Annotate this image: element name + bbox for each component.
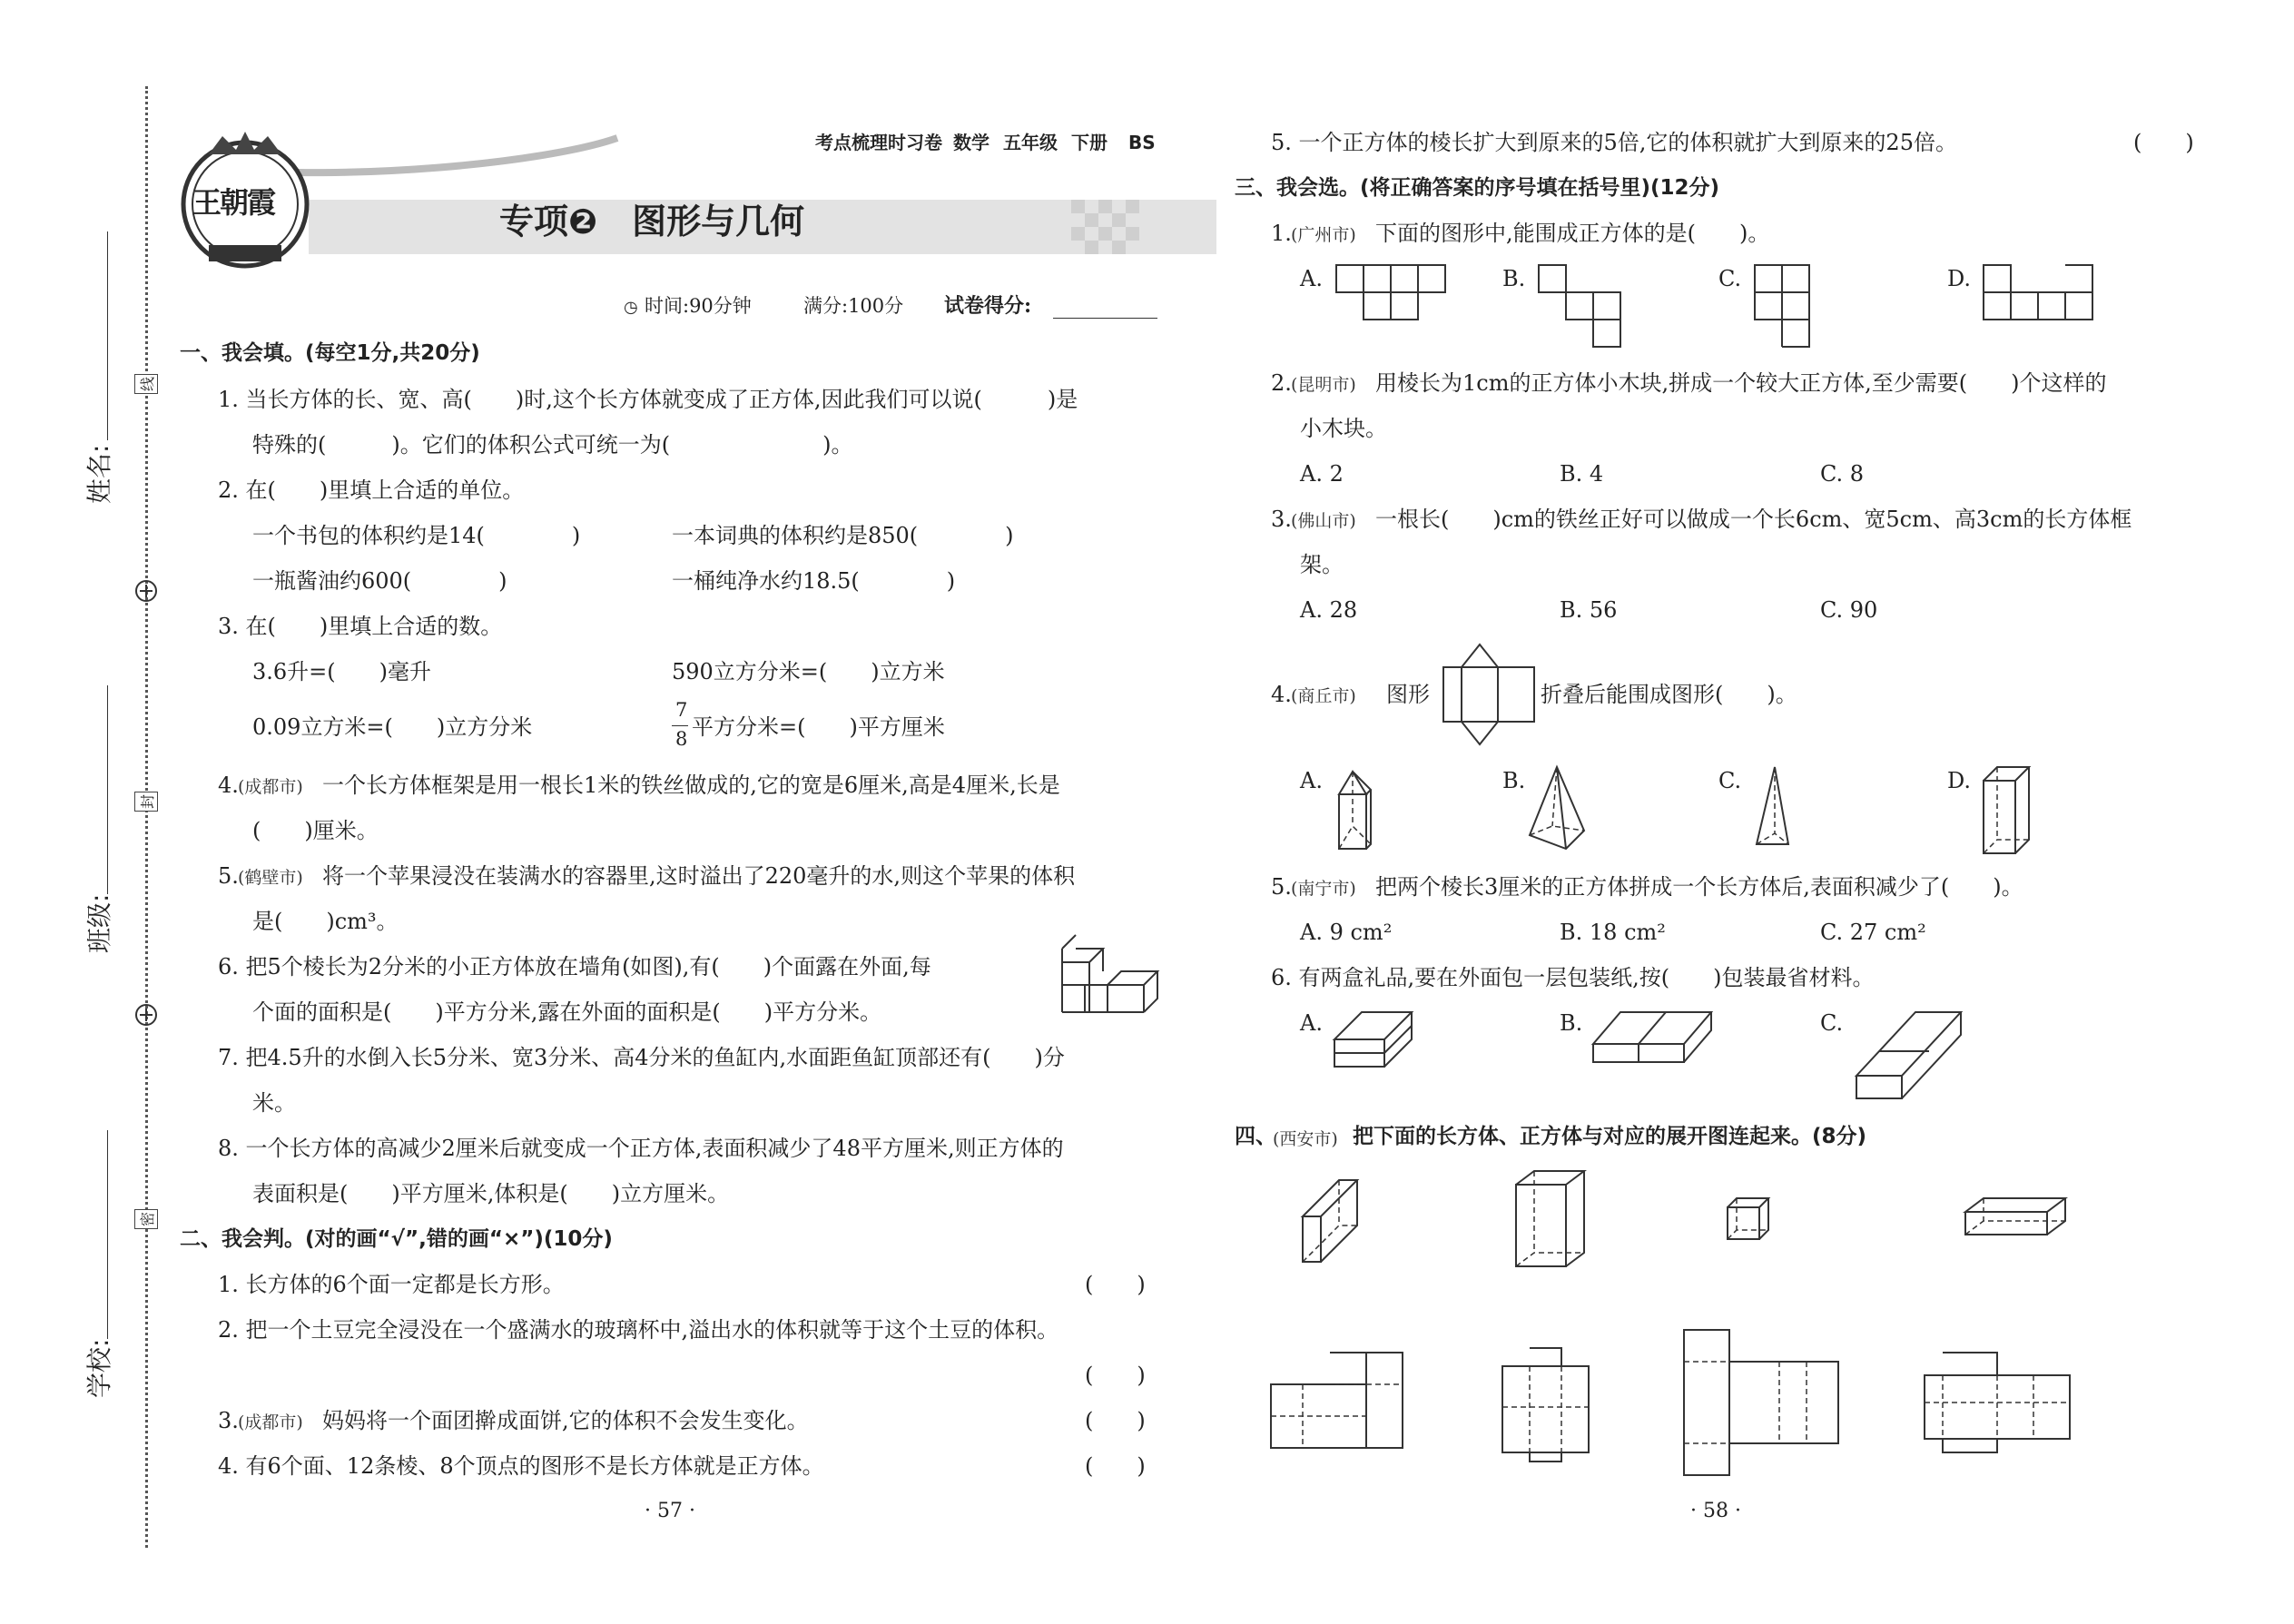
s2-q3-answer[interactable]: ( )	[1085, 1408, 1146, 1433]
fraction-bar	[672, 725, 688, 726]
s3-q4-option-b-pyramid[interactable]	[1525, 763, 1589, 853]
s3-q2-city: (昆明市)	[1291, 375, 1356, 395]
corner-cubes-figure	[1053, 921, 1153, 1021]
s3-q5-city: (南宁市)	[1291, 879, 1356, 899]
s1-q4-number: 4.	[218, 773, 239, 798]
name-underline	[107, 231, 108, 440]
s1-q4-city: (成都市)	[238, 777, 303, 797]
s3-q6: 6. 有两盒礼品,要在外面包一层包装纸,按( )包装最省材料。	[1271, 965, 1875, 990]
s3-q6-option-a-label[interactable]: A.	[1300, 1010, 1323, 1036]
solid-small-cube[interactable]	[1723, 1194, 1777, 1248]
net-2[interactable]	[1498, 1343, 1598, 1462]
s1-q2: 2. 在( )里填上合适的单位。	[218, 477, 525, 503]
s1-q1-line1: 1. 当长方体的长、宽、高( )时,这个长方体就变成了正方体,因此我们可以说( )是	[218, 387, 1078, 412]
s3-q6-option-b-side-boxes[interactable]	[1593, 1008, 1720, 1071]
s1-q2-c: 一瓶酱油约600( )	[252, 568, 507, 594]
s3-q5-number: 5.	[1271, 874, 1292, 900]
exam-score-label: 试卷得分:	[944, 294, 1032, 318]
s3-q1-option-c-net[interactable]	[1755, 265, 1873, 347]
s1-q3: 3. 在( )里填上合适的数。	[218, 614, 503, 639]
binding-dotted-line	[145, 86, 148, 1548]
s3-q4-prism-net	[1443, 640, 1534, 749]
s1-q5-line2: 是( )cm³。	[252, 909, 399, 934]
s3-q1-option-b-net[interactable]	[1539, 265, 1657, 347]
s3-q5-option-b[interactable]: B. 18 cm²	[1560, 920, 1666, 945]
s3-q1-number: 1.	[1271, 221, 1292, 246]
clock-icon: ◷	[624, 298, 638, 317]
s1-q6-line2: 个面的面积是( )平方分米,露在外面的面积是( )平方分米。	[252, 999, 882, 1025]
solid-flat-cuboid[interactable]	[1961, 1194, 2070, 1248]
s3-q3-option-b[interactable]: B. 56	[1560, 597, 1618, 623]
s3-q6-option-c-label[interactable]: C.	[1820, 1010, 1844, 1036]
class-underline	[107, 685, 108, 894]
section4-city: (西安市)	[1273, 1129, 1338, 1149]
s3-q4-city: (商丘市)	[1291, 686, 1356, 706]
class-label: 班级:	[84, 893, 114, 953]
solid-tall-cuboid[interactable]	[1511, 1166, 1593, 1275]
s1-q7-line2: 米。	[252, 1090, 296, 1116]
s3-q2-number: 2.	[1271, 370, 1292, 396]
section4-heading-b: 把下面的长方体、正方体与对应的展开图连起来。(8分)	[1353, 1125, 1867, 1148]
s3-q1: 下面的图形中,能围成正方体的是( )。	[1375, 221, 1770, 246]
s3-q4-number: 4.	[1271, 682, 1292, 707]
page-number-left: · 57 ·	[645, 1500, 695, 1522]
s3-q3-option-a[interactable]: A. 28	[1300, 597, 1358, 623]
scissors-icon	[134, 1003, 158, 1027]
s2-q3-number: 3.	[218, 1408, 239, 1433]
s3-q4-pre: 图形	[1386, 682, 1430, 707]
section1-heading: 一、我会填。(每空1分,共20分)	[180, 341, 480, 365]
s3-q2-line2: 小木块。	[1300, 416, 1387, 441]
s3-q4-option-c-label[interactable]: C.	[1718, 768, 1742, 793]
s1-q7-line1: 7. 把4.5升的水倒入长5分米、宽3分米、高4分米的鱼缸内,水面距鱼缸顶部还有( )分	[218, 1045, 1065, 1070]
s3-q3-option-c[interactable]: C. 90	[1820, 597, 1878, 623]
exam-time: 时间:90分钟	[645, 295, 752, 317]
s3-q5: 把两个棱长3厘米的正方体拼成一个长方体后,表面积减少了( )。	[1375, 874, 2023, 900]
s1-q1-line2: 特殊的( )。它们的体积公式可统一为( )。	[252, 432, 853, 458]
s3-q3-line2: 架。	[1300, 552, 1344, 577]
s1-q3-b: 590立方分米=( )立方米	[672, 659, 945, 684]
s2-q4-answer[interactable]: ( )	[1085, 1453, 1146, 1479]
s1-q2-a: 一个书包的体积约是14( )	[252, 523, 581, 548]
s1-q2-d: 一桶纯净水约18.5( )	[672, 568, 956, 594]
s2-q2: 2. 把一个土豆完全浸没在一个盛满水的玻璃杯中,溢出水的体积就等于这个土豆的体积。	[218, 1317, 1059, 1343]
s2-q3: 妈妈将一个面团擀成面饼,它的体积不会发生变化。	[322, 1408, 809, 1433]
header-volume: 下册	[1071, 132, 1108, 153]
s3-q1-option-b-label[interactable]: B.	[1502, 266, 1526, 291]
s1-q8-line2: 表面积是( )平方厘米,体积是( )立方厘米。	[252, 1181, 730, 1206]
s3-q1-option-a-label[interactable]: A.	[1300, 266, 1323, 291]
s1-q5-line1: 将一个苹果浸没在装满水的容器里,这时溢出了220毫升的水,则这个苹果的体积	[322, 863, 1076, 889]
line-mark: 线	[134, 374, 158, 394]
s3-q4-post: 折叠后能围成图形( )。	[1541, 682, 1797, 707]
s3-q4-option-a-prism[interactable]	[1334, 763, 1389, 853]
net-3[interactable]	[1679, 1325, 1843, 1480]
exam-score-field[interactable]	[1053, 318, 1157, 319]
scissors-icon	[134, 579, 158, 603]
s3-q2-line1: 用棱长为1cm的正方体小木块,拼成一个较大正方体,至少需要( )个这样的	[1375, 370, 2107, 396]
header-series: 考点梳理时习卷	[815, 132, 942, 153]
s2-q5: 5. 一个正方体的棱长扩大到原来的5倍,它的体积就扩大到原来的25倍。	[1271, 130, 1957, 155]
s3-q3-line1: 一根长( )cm的铁丝正好可以做成一个长6cm、宽5cm、高3cm的长方体框	[1375, 507, 2132, 532]
s1-q3-a: 3.6升=( )毫升	[252, 659, 432, 684]
section4-heading-a: 四、	[1235, 1125, 1276, 1148]
name-label: 姓名:	[84, 444, 114, 504]
s2-q5-answer[interactable]: ( )	[2133, 130, 2194, 155]
s2-q3-city: (成都市)	[238, 1412, 303, 1432]
s3-q2-option-b[interactable]: B. 4	[1560, 461, 1604, 487]
s1-q4-line2: ( )厘米。	[252, 818, 379, 843]
section3-heading: 三、我会选。(将正确答案的序号填在括号里)(12分)	[1235, 176, 1720, 200]
s3-q1-city: (广州市)	[1291, 225, 1356, 245]
school-underline	[107, 1130, 108, 1339]
s1-q6-line1: 6. 把5个棱长为2分米的小正方体放在墙角(如图),有( )个面露在外面,每	[218, 954, 931, 979]
s1-q5-city: (鹤壁市)	[238, 868, 303, 888]
s3-q4-option-d-label[interactable]: D.	[1947, 768, 1972, 793]
s3-q5-option-c[interactable]: C. 27 cm²	[1820, 920, 1926, 945]
solid-long-prism[interactable]	[1298, 1176, 1371, 1266]
s1-q5-number: 5.	[218, 863, 239, 889]
secret-mark: 密	[134, 1209, 158, 1229]
header-grade: 五年级	[1003, 132, 1058, 153]
s1-q3-c: 0.09立方米=( )立方分米	[252, 714, 533, 740]
fraction-numerator: 7	[675, 699, 688, 721]
logo-text: 王朝霞	[192, 185, 275, 220]
page-title: 专项❷ 图形与几何	[499, 202, 805, 241]
net-4[interactable]	[1920, 1348, 2074, 1457]
s2-q4: 4. 有6个面、12条棱、8个顶点的图形不是长方体就是正方体。	[218, 1453, 824, 1479]
section2-heading: 二、我会判。(对的画“√”,错的画“×”)(10分)	[180, 1227, 613, 1251]
s3-q4-option-b-label[interactable]: B.	[1502, 768, 1526, 793]
s3-q4-option-a-label[interactable]: A.	[1300, 768, 1323, 793]
s3-q1-option-d-label[interactable]: D.	[1947, 266, 1972, 291]
net-1[interactable]	[1266, 1348, 1403, 1457]
header-edition: BS	[1128, 132, 1156, 153]
s3-q6-option-a-stacked-boxes[interactable]	[1334, 1008, 1416, 1071]
page-number-right: · 58 ·	[1690, 1500, 1741, 1522]
s3-q3-city: (佛山市)	[1291, 511, 1356, 531]
s2-q1-answer[interactable]: ( )	[1085, 1272, 1146, 1297]
s3-q2-option-c[interactable]: C. 8	[1820, 461, 1865, 487]
s3-q5-option-a[interactable]: A. 9 cm²	[1300, 920, 1393, 945]
s3-q6-option-b-label[interactable]: B.	[1560, 1010, 1583, 1036]
school-label: 学校:	[84, 1338, 114, 1398]
s3-q4-option-c-cone[interactable]	[1752, 763, 1797, 853]
header-subject: 数学	[953, 132, 989, 153]
s2-q2-answer[interactable]: ( )	[1085, 1363, 1146, 1388]
fraction-denominator: 8	[675, 728, 688, 750]
s3-q3-number: 3.	[1271, 507, 1292, 532]
s3-q1-option-d-net[interactable]	[1984, 265, 2102, 329]
s1-q4-line1: 一个长方体框架是用一根长1米的铁丝做成的,它的宽是6厘米,高是4厘米,长是	[322, 773, 1060, 798]
s1-q2-b: 一本词典的体积约是850( )	[672, 523, 1014, 548]
exam-full-score: 满分:100分	[803, 295, 904, 317]
s1-q3-d: 平方分米=( )平方厘米	[692, 714, 945, 740]
s3-q4-option-d-cuboid[interactable]	[1979, 763, 2043, 862]
s3-q1-option-a-net[interactable]	[1336, 265, 1454, 329]
s1-q8-line1: 8. 一个长方体的高减少2厘米后就变成一个正方体,表面积减少了48平方厘米,则正方体的	[218, 1136, 1064, 1161]
s3-q2-option-a[interactable]: A. 2	[1300, 461, 1344, 487]
s3-q1-option-c-label[interactable]: C.	[1718, 266, 1742, 291]
s3-q6-option-c-long-boxes[interactable]	[1852, 1008, 1970, 1107]
s2-q1: 1. 长方体的6个面一定都是长方形。	[218, 1272, 565, 1297]
seal-mark: 封	[134, 792, 158, 812]
